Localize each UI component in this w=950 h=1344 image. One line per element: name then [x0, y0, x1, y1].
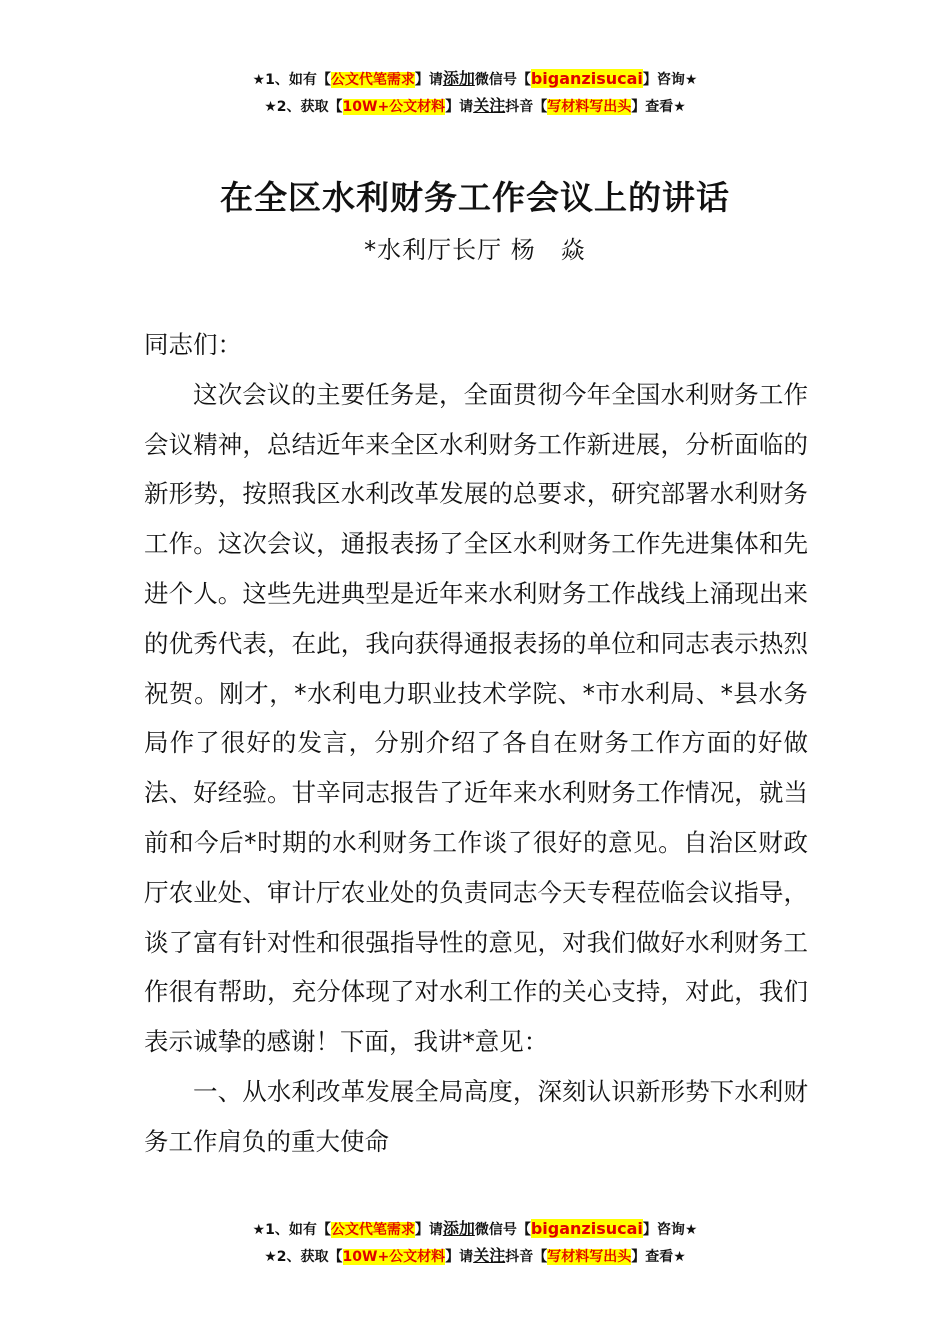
highlight-materials: 10W+公文材料	[342, 1249, 446, 1265]
banner-text: ★1、如有【	[252, 72, 331, 88]
banner-line-1	[0, 66, 950, 93]
banner-emphasis: 添加	[442, 1219, 475, 1238]
highlight-douyin: 写材料写出头	[547, 1249, 632, 1265]
highlight-douyin: 写材料写出头	[547, 99, 632, 115]
document-body	[144, 320, 808, 1167]
highlight-wechat-id: biganzisucai	[530, 69, 643, 88]
footer-banner	[0, 1216, 950, 1270]
banner-text: 】请	[445, 1249, 474, 1265]
banner-line-1	[0, 1216, 950, 1243]
banner-text: 】请	[414, 72, 443, 88]
banner-emphasis: 关注	[473, 1246, 506, 1265]
document-title: 在全区水利财务工作会议上的讲话	[220, 178, 730, 217]
banner-line-2	[0, 93, 950, 120]
banner-text: ★2、获取【	[264, 1249, 343, 1265]
banner-text: 】咨询★	[642, 72, 698, 88]
banner-emphasis: 关注	[473, 96, 506, 115]
banner-text: 抖音【	[505, 99, 548, 115]
banner-text: 】咨询★	[642, 1222, 698, 1238]
banner-text: 】查看★	[631, 99, 686, 115]
banner-line-2	[0, 1243, 950, 1270]
highlight-wechat-id: biganzisucai	[530, 1219, 643, 1238]
highlight-service: 公文代笔需求	[330, 72, 415, 88]
banner-text: 微信号【	[474, 1222, 531, 1238]
banner-text: 】请	[414, 1222, 443, 1238]
banner-text: 】查看★	[631, 1249, 686, 1265]
header-banner	[0, 66, 950, 120]
banner-text: ★2、获取【	[264, 99, 343, 115]
banner-text: 抖音【	[505, 1249, 548, 1265]
banner-text: 微信号【	[474, 72, 531, 88]
highlight-materials: 10W+公文材料	[342, 99, 446, 115]
banner-text: 】请	[445, 99, 474, 115]
banner-emphasis: 添加	[442, 69, 475, 88]
body-paragraph: 这次会议的主要任务是，全面贯彻今年全国水利财务工作会议精神，总结近年来全区水利财务工作新进展，分析面临的新形势，按照我区水利改革发展的总要求，研究部署水利财务工作。这次会议，通报表扬了全区水利财务工作先进集体和先进个人。这些先进典型是近年来水利财务工作战线上涌现出来的优秀代表，在此，我向获得通报表扬的单位和同志表示热烈祝贺。刚才，*水利电力职业技术学院、*市水利局、*县水务局作了很好的发言，分别介绍了各自在财务工作方面的好做法、好经验。甘辛同志报告了近年来水利财务工作情况，就当前和今后*时期的水利财务工作谈了很好的意见。自治区财政厅农业处、审计厅农业处的负责同志今天专程莅临会议指导，谈了富有针对性和很强指导性的意见，对我们做好水利财务工作很有帮助，充分体现了对水利工作的关心支持，对此，我们表示诚挚的感谢！下面，我讲*意见：	[144, 379, 808, 1057]
banner-text: ★1、如有【	[252, 1222, 331, 1238]
greeting: 同志们：	[144, 330, 242, 359]
highlight-service: 公文代笔需求	[330, 1222, 415, 1238]
section-heading: 一、从水利改革发展全局高度，深刻认识新形势下水利财务工作肩负的重大使命	[144, 1076, 808, 1156]
document-author: *水利厅长厅 杨 焱	[364, 236, 586, 264]
